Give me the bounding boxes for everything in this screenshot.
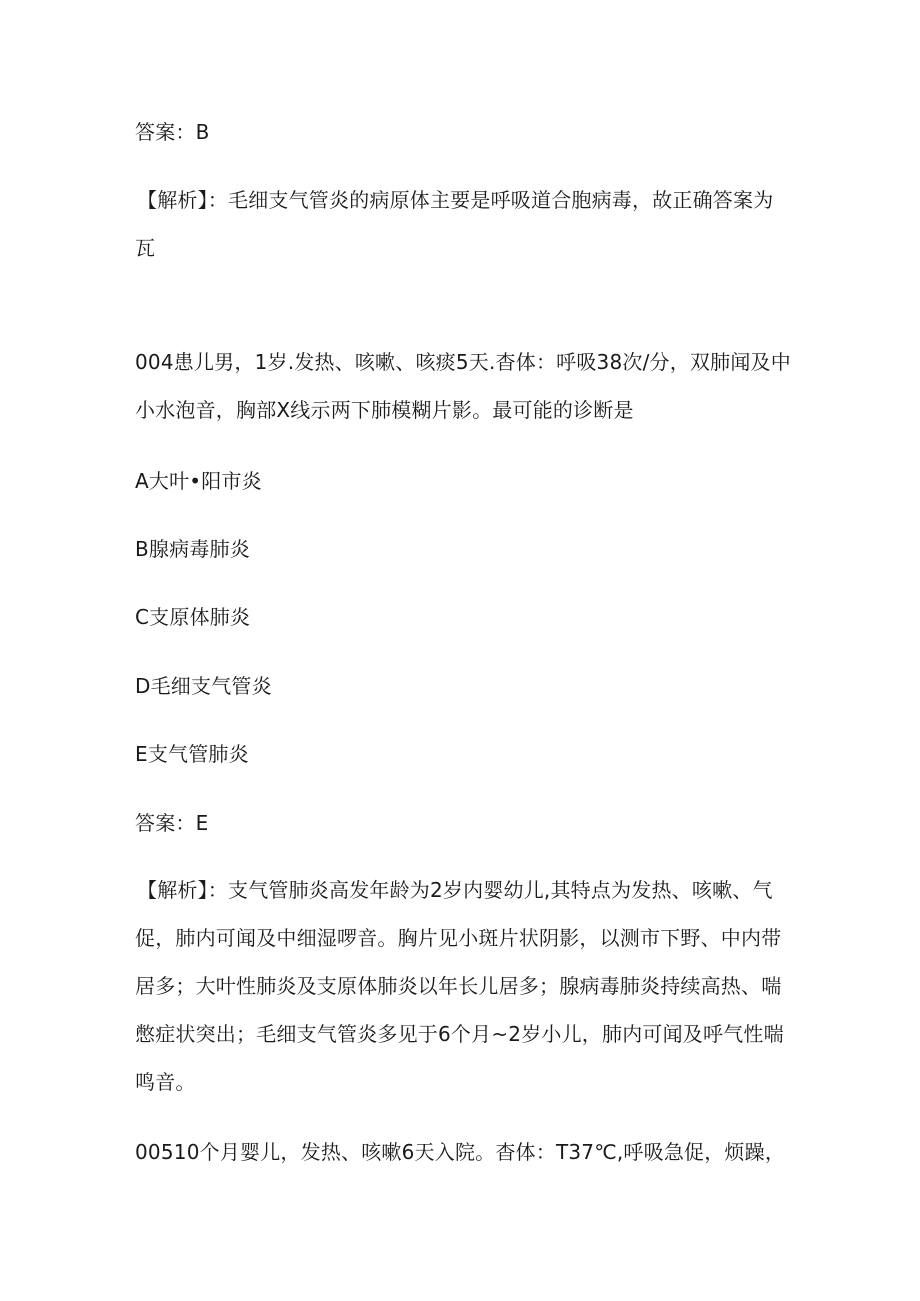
option-c: C支原体肺炎 <box>135 605 251 629</box>
analysis-q003-line-2: 瓦 <box>135 236 156 260</box>
analysis-q004-line-4: 憋症状突出；毛细支气管炎多见于6个月~2岁小儿，肺内可闻及呼气性喘 <box>135 1022 784 1046</box>
question-q004-stem-line-1: 004患儿男，1岁.发热、咳嗽、咳痰5天.杳体：呼吸38次/分，双肺闻及中 <box>135 350 791 374</box>
option-b: B腺病毒肺炎 <box>135 537 250 561</box>
answer-q004: 答案：E <box>135 811 209 835</box>
question-q004-stem-line-2: 小水泡音，胸部X线示两下肺模糊片影。最可能的诊断是 <box>135 398 634 422</box>
analysis-q004-line-2: 促，肺内可闻及中细湿啰音。胸片见小斑片状阴影，以测市下野、中内带 <box>135 926 782 950</box>
option-e: E支气管肺炎 <box>135 742 249 766</box>
analysis-q004-line-3: 居多；大叶性肺炎及支原体肺炎以年长儿居多；腺病毒肺炎持续高热、喘 <box>135 974 782 998</box>
analysis-q003-line-1: 【解析】：毛细支气管炎的病原体主要是呼吸道合胞病毒，故正确答案为 <box>137 188 774 212</box>
analysis-q004-line-1: 【解析】：支气管肺炎高发年龄为2岁内婴幼儿,其特点为发热、咳嗽、气 <box>137 878 773 902</box>
analysis-q004-line-5: 鸣音。 <box>135 1070 196 1094</box>
option-a: A大叶•阳市炎 <box>135 469 262 493</box>
answer-q003: 答案：B <box>135 120 210 144</box>
question-q005-stem-line-1: 00510个月婴儿，发热、咳嗽6天入院。杳体：T37℃,呼吸急促，烦躁， <box>135 1140 786 1164</box>
option-d: D毛细支气管炎 <box>135 674 272 698</box>
